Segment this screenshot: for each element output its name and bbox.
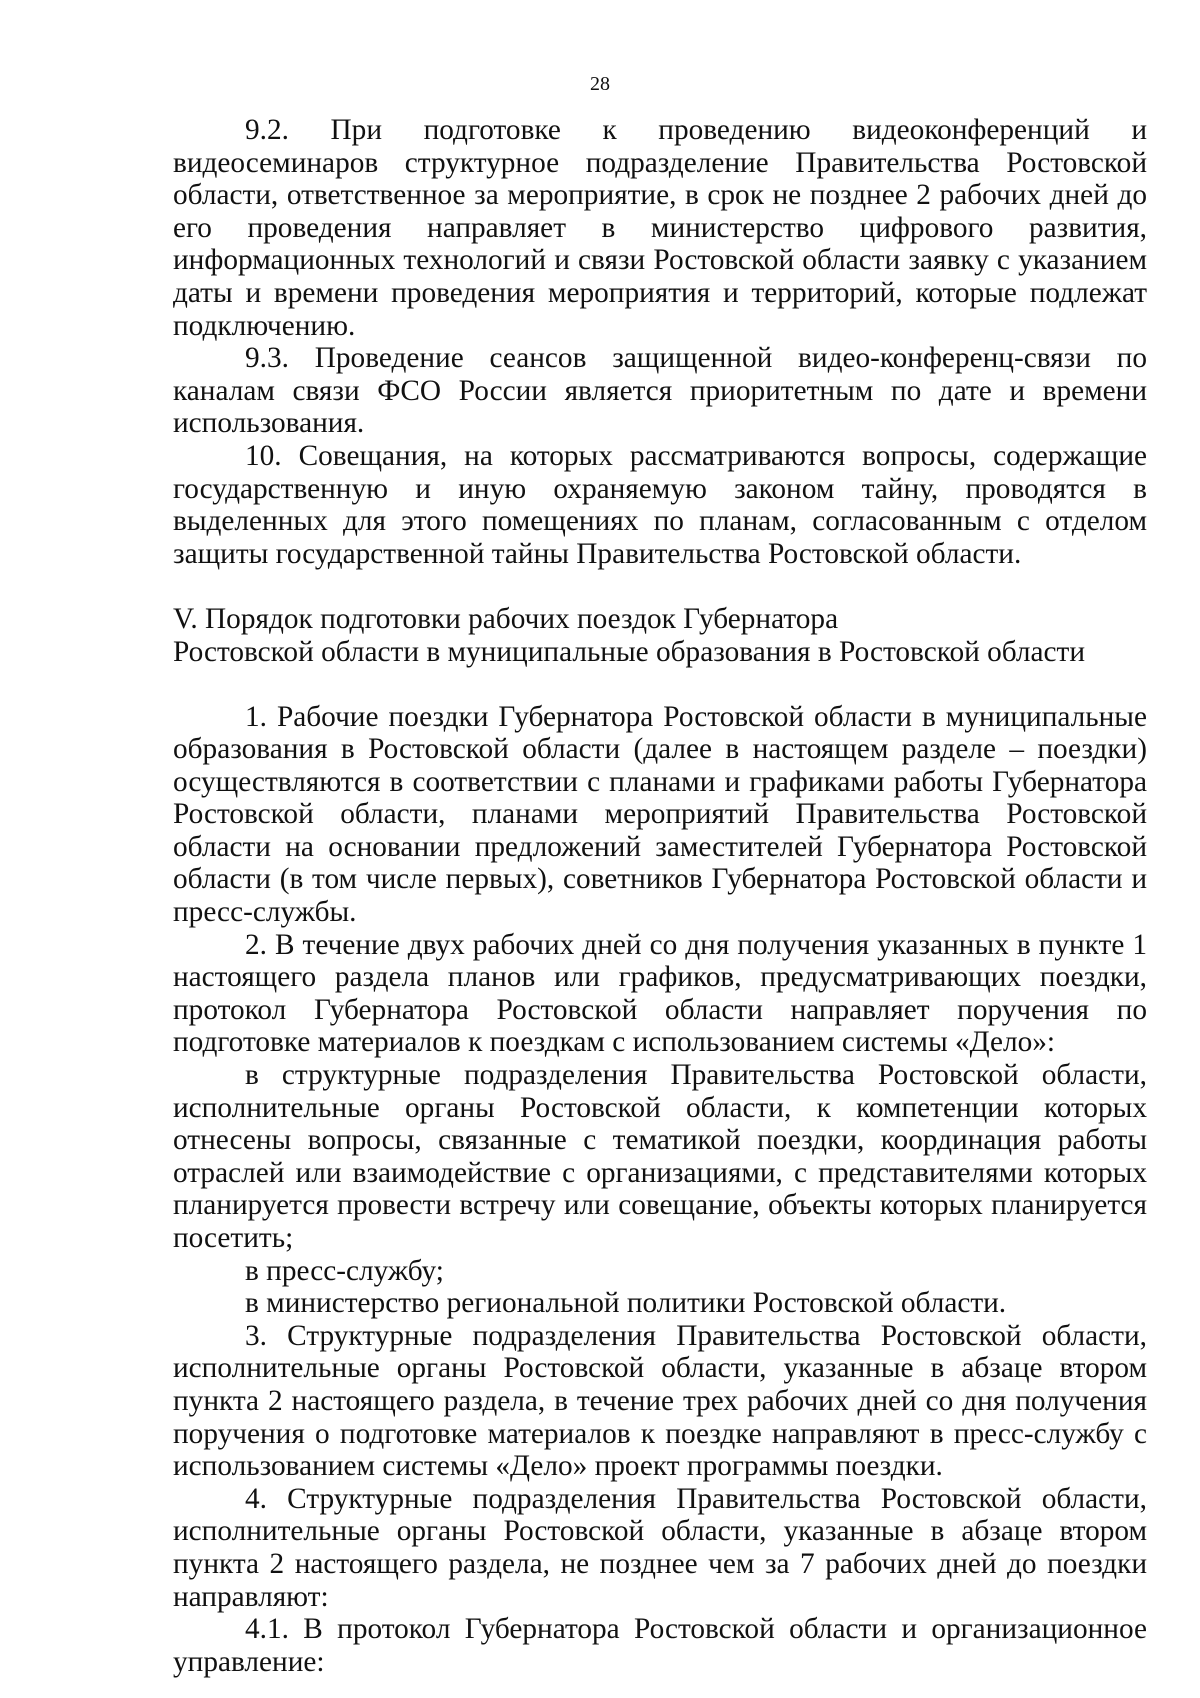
section-heading-line1: V. Порядок подготовки рабочих поездок Губернатора — [173, 603, 839, 636]
paragraph-10: 10. Совещания, на которых рассматриваются вопросы, содержащие государственную и иную охраняемую законом тайну, проводятся в выделенных для этого помещениях по планам, согласованным с отделом защиты государственной тайны Правительства Ростовской области. — [173, 439, 1147, 570]
section-heading-line2: Ростовской области в муниципальные образования в Ростовской области — [173, 635, 1086, 668]
paragraph-2-item-structural: в структурные подразделения Правительства Ростовской области, исполнительные органы Ростовской области, к компетенции которых отнесены вопросы, связанные с тематикой поездки, координация работы отраслей или взаимодействие с организациями, с представителями которых планируется провести встречу или совещание, объекты которых планируется посетить; — [173, 1059, 1147, 1254]
paragraph-2-item-ministry: в министерство региональной политики Ростовской области. — [245, 1287, 1007, 1320]
page-number: 28 — [590, 73, 610, 95]
paragraph-9-2: 9.2. При подготовке к проведению видеоконференций и видеосеминаров структурное подразделение Правительства Ростовской области, ответственное за мероприятие, в срок не позднее 2 рабочих дней до его проведения направляет в министерство цифрового развития, информационных технологий и связи Ростовской области заявку с указанием даты и времени проведения мероприятия и территорий, которые подлежат подключению. — [173, 114, 1147, 342]
paragraph-2: 2. В течение двух рабочих дней со дня получения указанных в пункте 1 настоящего раздела планов или графиков, предусматривающих поездки, протокол Губернатора Ростовской области направляет поручения по подготовке материалов к поездкам с использованием системы «Дело»: — [173, 928, 1147, 1059]
section-heading — [173, 603, 1147, 668]
paragraph-4: 4. Структурные подразделения Правительства Ростовской области, исполнительные органы Ростовской области, указанные в абзаце втором пункта 2 настоящего раздела, не позднее чем за 7 рабочих дней до поездки направляют: — [173, 1482, 1147, 1613]
paragraph-3: 3. Структурные подразделения Правительства Ростовской области, исполнительные органы Ростовской области, указанные в абзаце втором пункта 2 настоящего раздела, в течение трех рабочих дней со дня получения поручения о подготовке материалов к поездке направляют в пресс-службу с использованием системы «Дело» проект программы поездки. — [173, 1319, 1147, 1483]
paragraph-9-3: 9.3. Проведение сеансов защищенной видео-конференц-связи по каналам связи ФСО России является приоритетным по дате и времени использования. — [173, 342, 1147, 440]
paragraph-1: 1. Рабочие поездки Губернатора Ростовской области в муниципальные образования в Ростовской области (далее в настоящем разделе – поездки) осуществляются в соответствии с планами и графиками работы Губернатора Ростовской области, планами мероприятий Правительства Ростовской области на основании предложений заместителей Губернатора Ростовской области (в том числе первых), советников Губернатора Ростовской области и пресс-службы. — [173, 700, 1147, 929]
document-body — [173, 114, 1147, 1678]
paragraph-4-1: 4.1. В протокол Губернатора Ростовской области и организационное управление: — [173, 1613, 1147, 1678]
paragraph-2-item-press: в пресс-службу; — [245, 1254, 444, 1287]
